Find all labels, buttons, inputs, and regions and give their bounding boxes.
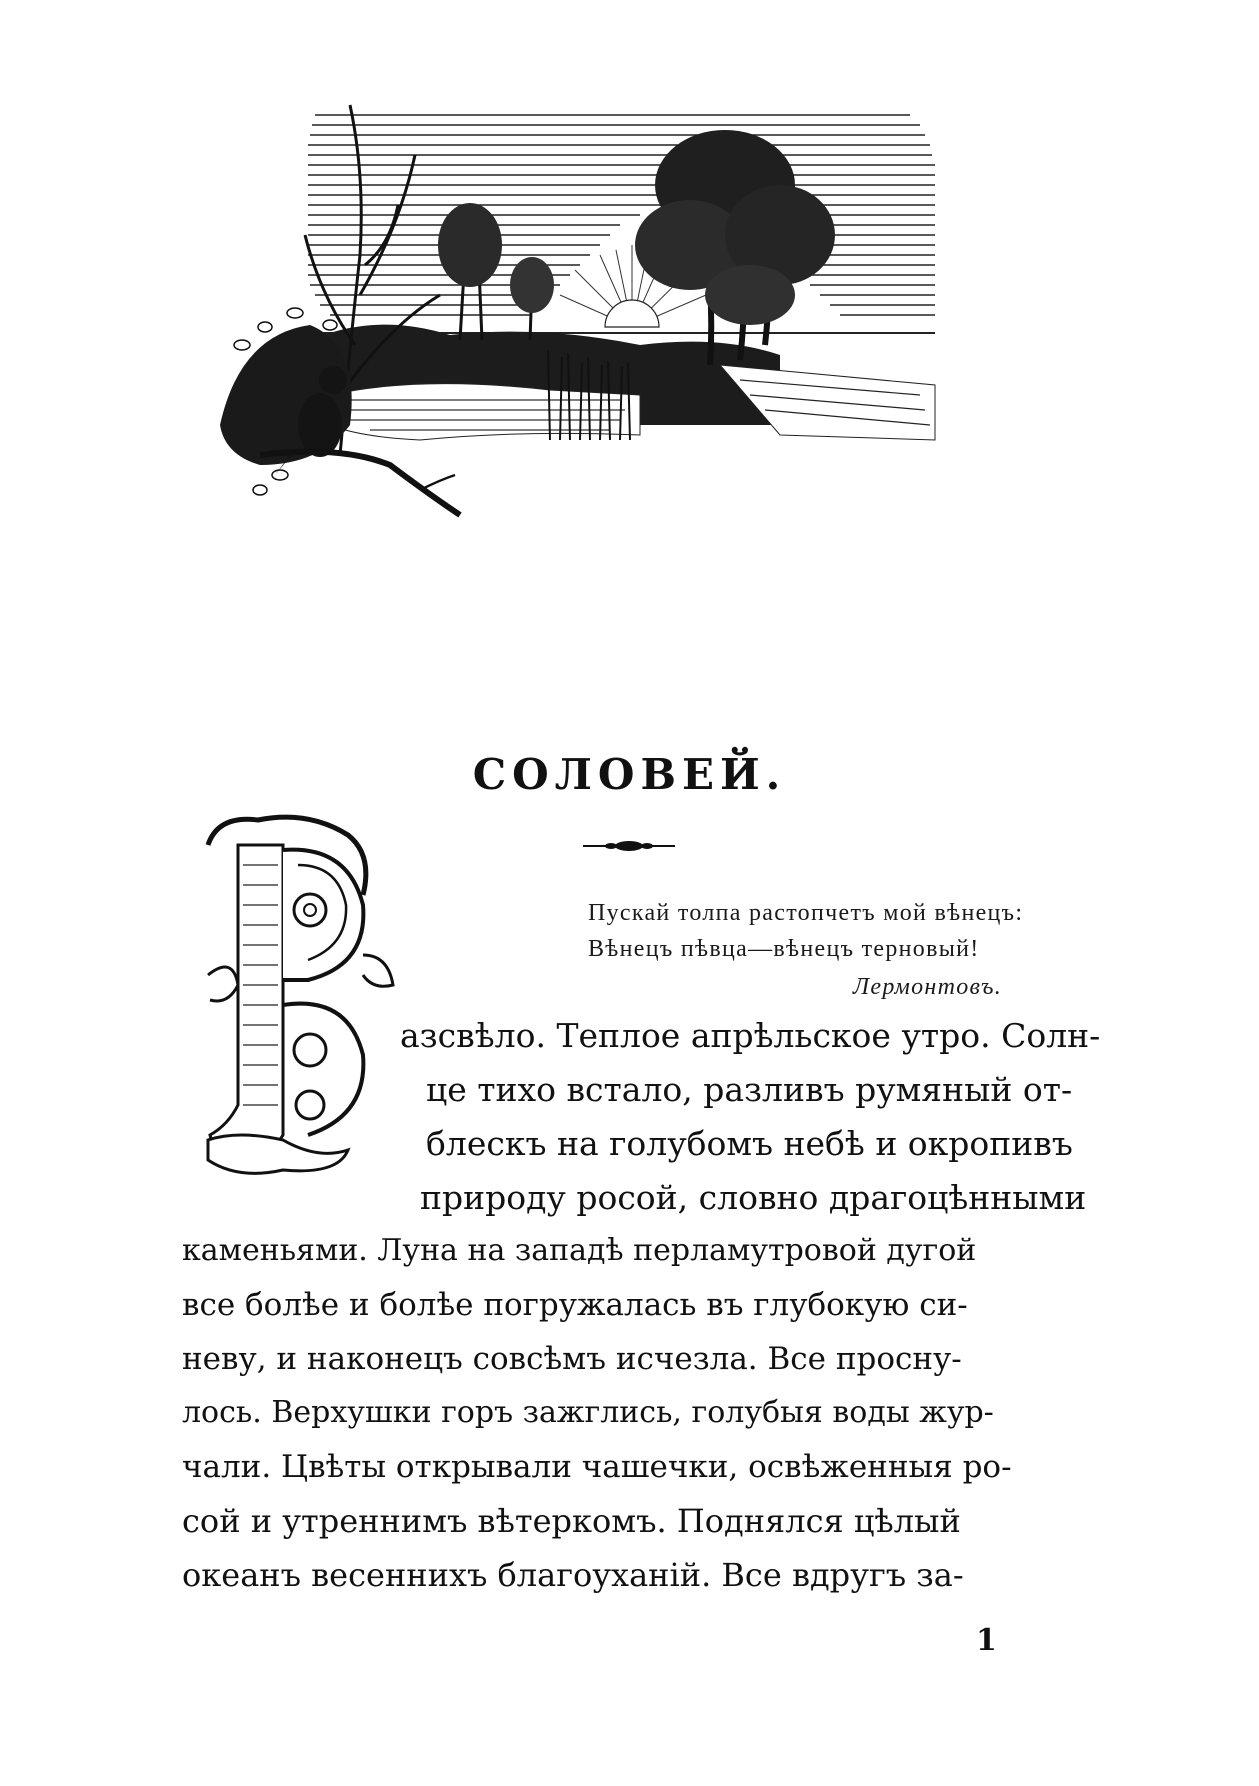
body-text-line: блескъ на голубомъ небѣ и окропивъ [426, 1124, 1073, 1163]
title-ornament-divider [583, 838, 675, 854]
drop-cap-initial [198, 805, 398, 1195]
body-text-line: сой и утреннимъ вѣтеркомъ. Поднялся цѣлый [182, 1502, 961, 1540]
body-text-line: чали. Цвѣты открывали чашечки, освѣженныя ро- [182, 1449, 1012, 1485]
body-text-line: неву, и наконецъ совсѣмъ исчезла. Все просну- [182, 1341, 962, 1377]
body-text-line: каменьями. Луна на западѣ перламутровой дугой [182, 1233, 977, 1268]
body-text-line: це тихо встало, разливъ румяный от- [426, 1070, 1073, 1109]
body-text-line: азсвѣло. Теплое апрѣльское утро. Солн- [400, 1016, 1101, 1055]
landscape-vignette-illustration [220, 95, 1040, 595]
epigraph-line: Пускай толпа растопчетъ мой вѣнецъ: [588, 900, 1024, 926]
body-text-line: все болѣе и болѣе погружалась въ глубокую си- [182, 1287, 968, 1323]
page-number: 1 [976, 1623, 997, 1658]
epigraph-line: Вѣнецъ пѣвца—вѣнецъ терновый! [588, 936, 980, 962]
epigraph [588, 895, 1088, 1005]
body-text-line: океанъ весеннихъ благоуханій. Все вдругъ за- [182, 1556, 964, 1594]
epigraph-author: Лермонтовъ. [852, 974, 1002, 1000]
body-text-line: лось. Верхушки горъ зажглись, голубыя воды жур- [182, 1395, 994, 1430]
chapter-title: СОЛОВЕЙ. [472, 750, 787, 799]
body-text-line: природу росой, словно драгоцѣнными [420, 1178, 1087, 1217]
